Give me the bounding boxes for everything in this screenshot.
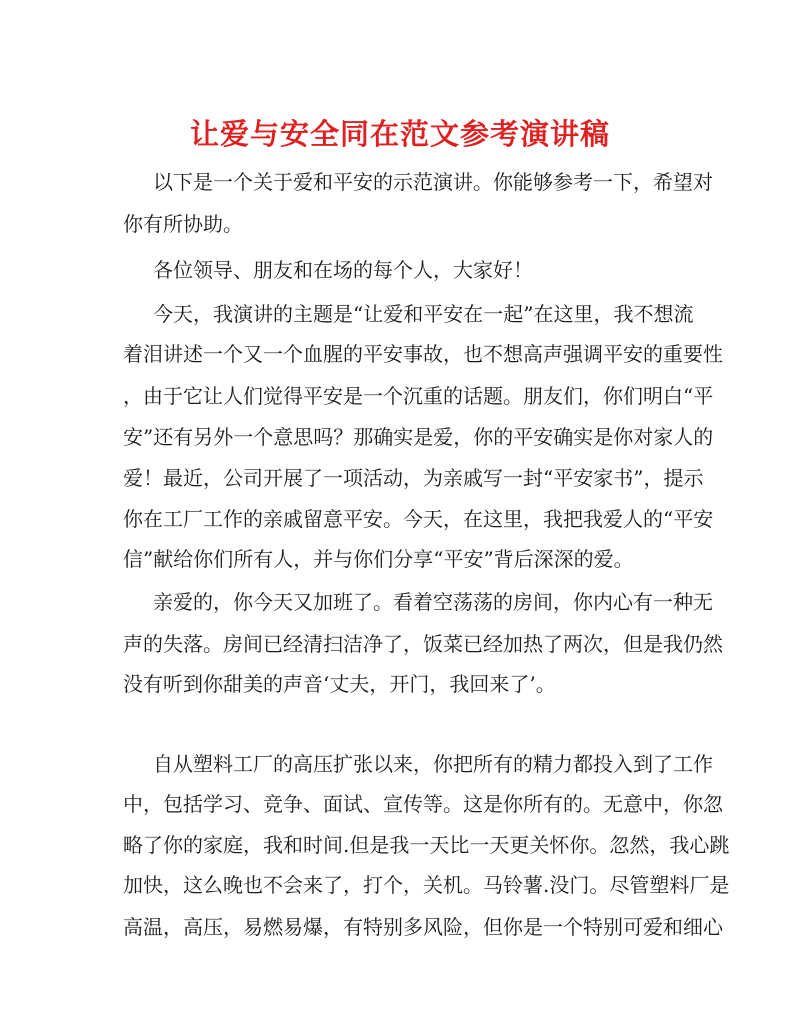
text-line: 今天，我演讲的主题是“让爱和平安在一起”在这里，我不想流	[153, 302, 694, 326]
text-line: 你在工厂工作的亲戚留意平安。今天，在这里，我把我爱人的“平安	[123, 507, 714, 531]
text-line: ，由于它让人们觉得平安是一个沉重的话题。朋友们，你们明白“平	[123, 384, 714, 408]
document-title: 让爱与安全同在范文参考演讲稿	[189, 117, 610, 151]
text-line: 声的失落。房间已经清扫洁净了，饭菜已经加热了两次，但是我仍然	[123, 632, 723, 656]
text-line: 高温，高压，易燃易爆，有特别多风险，但你是一个特别可爱和细心	[123, 915, 723, 939]
text-line: 你有所协助。	[123, 212, 243, 236]
text-line: 以下是一个关于爱和平安的示范演讲。你能够参考一下，希望对	[153, 170, 713, 194]
text-line: 没有听到你甜美的声音‘丈夫，开门，我回来了’。	[123, 672, 556, 696]
text-line: 信”献给你们所有人，并与你们分享“平安”背后深深的爱。	[123, 547, 634, 571]
text-line: 自从塑料工厂的高压扩张以来，你把所有的精力都投入到了工作	[153, 752, 713, 776]
text-line: 爱！最近，公司开展了一项活动，为亲戚写一封“平安家书”，提示	[123, 466, 704, 490]
text-line: 中，包括学习、竞争、面试、宣传等。这是你所有的。无意中，你忽	[123, 792, 723, 816]
text-line: 安”还有另外一个意思吗？那确实是爱，你的平安确实是你对家人的	[123, 425, 714, 449]
text-line: 着泪讲述一个又一个血腥的平安事故，也不想高声强调平安的重要性	[123, 342, 723, 366]
text-line: 加快，这么晚也不会来了，打个，关机。马铃薯.没门。尽管塑料厂是	[123, 873, 730, 897]
text-line: 略了你的家庭，我和时间.但是我一天比一天更关怀你。忽然，我心跳	[123, 833, 730, 857]
text-line: 各位领导、朋友和在场的每个人，大家好！	[153, 258, 533, 282]
text-line: 亲爱的，你今天又加班了。看着空荡荡的房间，你内心有一种无	[153, 590, 713, 614]
